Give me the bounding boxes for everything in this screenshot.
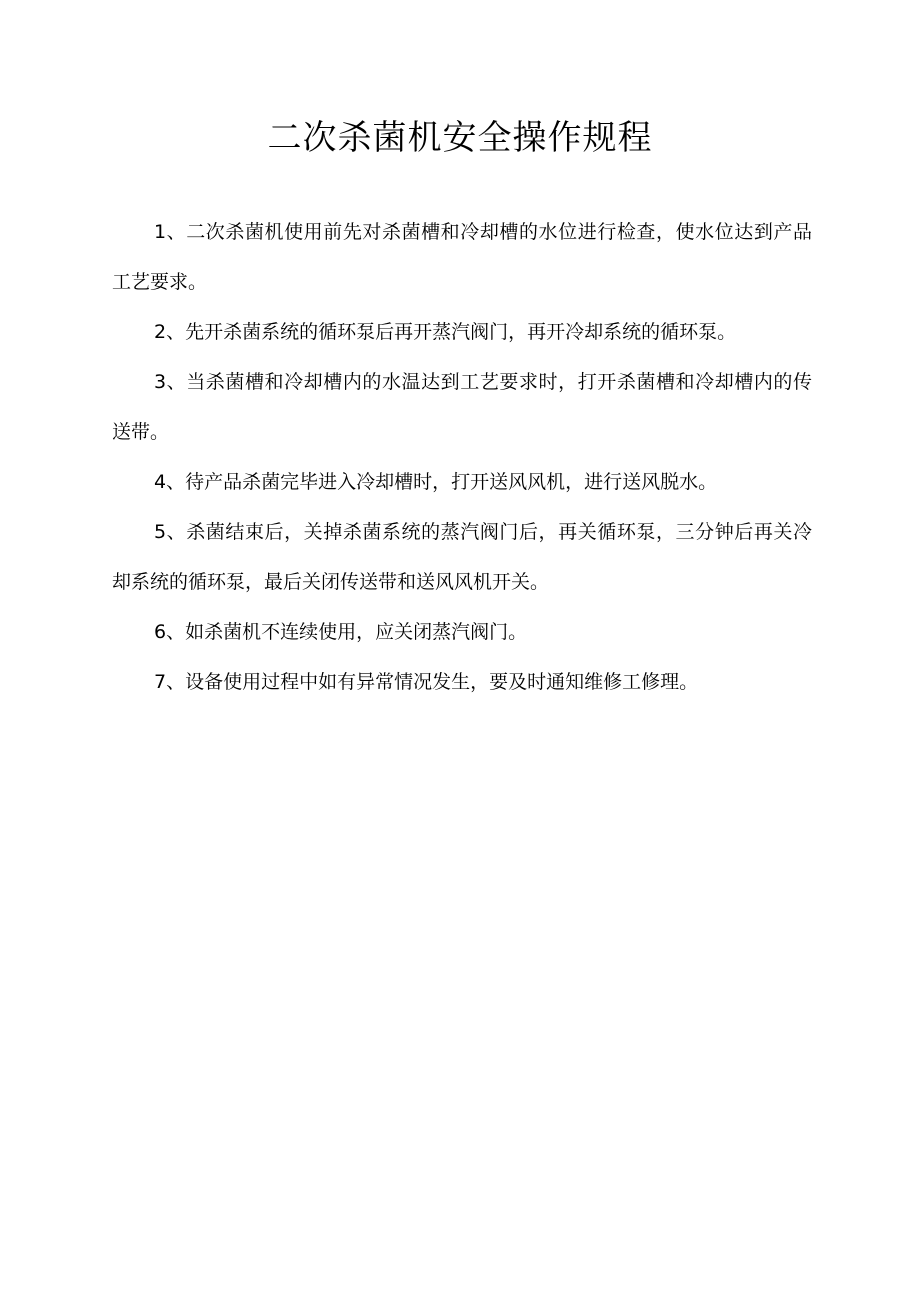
rule-item-4: 4、待产品杀菌完毕进入冷却槽时，打开送风风机，进行送风脱水。	[154, 471, 718, 493]
rule-item-2: 2、先开杀菌系统的循环泵后再开蒸汽阀门，再开冷却系统的循环泵。	[154, 321, 737, 343]
rule-item-7: 7、设备使用过程中如有异常情况发生，要及时通知维修工修理。	[154, 671, 699, 693]
rule-item-6: 6、如杀菌机不连续使用，应关闭蒸汽阀门。	[154, 621, 528, 643]
document-title: 二次杀菌机安全操作规程	[267, 118, 653, 158]
rule-item-1: 1、二次杀菌机使用前先对杀菌槽和冷却槽的水位进行检查，使水位达到产品工艺要求。	[112, 221, 812, 293]
rules-list	[112, 207, 812, 707]
rule-item-5: 5、杀菌结束后，关掉杀菌系统的蒸汽阀门后，再关循环泵，三分钟后再关冷却系统的循环泵，最后关闭传送带和送风风机开关。	[112, 521, 812, 593]
rule-item-3: 3、当杀菌槽和冷却槽内的水温达到工艺要求时，打开杀菌槽和冷却槽内的传送带。	[112, 371, 812, 443]
